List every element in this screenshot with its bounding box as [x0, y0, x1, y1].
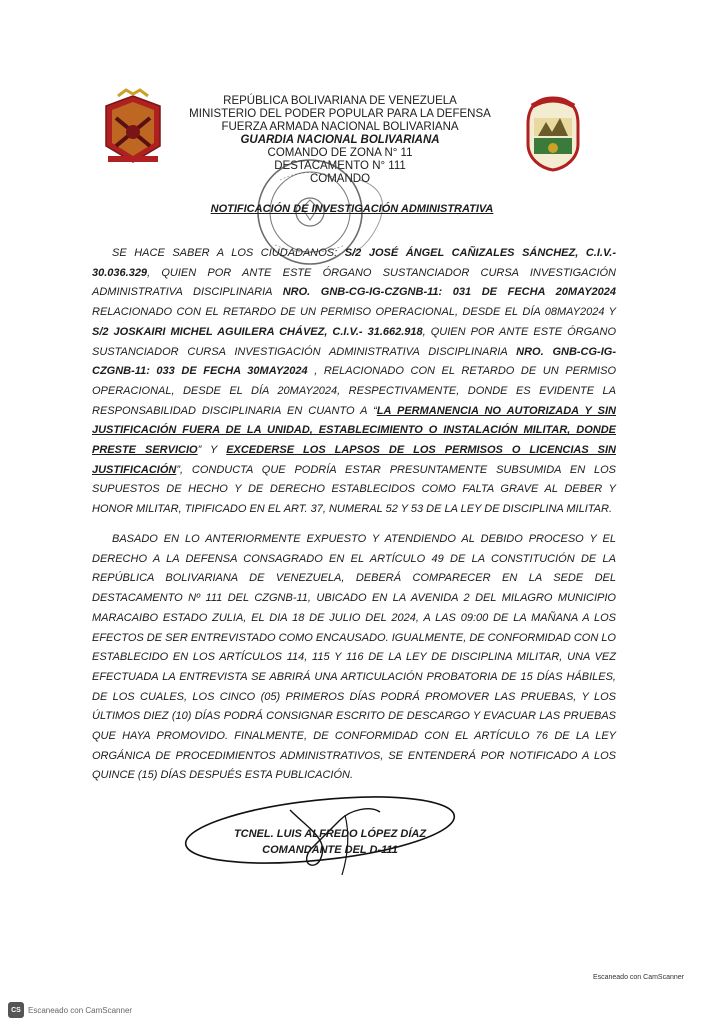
header-guardia: GUARDIA NACIONAL BOLIVARIANA — [240, 134, 440, 146]
header-ministry: MINISTERIO DEL PODER POPULAR PARA LA DEFENSA — [189, 108, 491, 120]
text-segment: , QUIEN POR ANTE ESTE ÓRGANO SUSTANCIADOR CURSA INVESTIGACIÓN ADMINISTRATIVA DISCIPLINARIA — [92, 325, 616, 358]
header-armed-forces: FUERZA ARMADA NACIONAL BOLIVARIANA — [221, 121, 459, 133]
text-segment: RELACIONADO CON EL RETARDO DE UN PERMISO OPERACIONAL, DESDE EL DÍA 08MAY2024 Y — [92, 306, 616, 319]
header-detachment: DESTACAMENTO N° 111 — [274, 160, 406, 172]
summons-paragraph — [92, 530, 616, 786]
scanner-watermark: Escaneado con CamScanner — [592, 974, 684, 981]
camscanner-icon: CS — [8, 1002, 24, 1018]
charge-exceeding-leave: EXCEDERSE LOS LAPSOS DE LOS PERMISOS O LICENCIAS SIN JUSTIFICACIÓN — [92, 444, 616, 476]
signer-role: COMANDANTE DEL D-111 — [262, 844, 398, 856]
case-number-033: NRO. GNB-CG-IG-CZGNB-11: 033 DE FECHA 30MAY2024 — [92, 345, 616, 378]
text-segment: ”, CONDUCTA QUE PODRÍA ESTAR PRESUNTAMENTE SUBSUMIDA EN LOS SUPUESTOS DE HECHO Y DE DERECHO ESTABLECIDOS COMO FALTA GRAVE AL DEBER Y HONOR MILITAR, TIPIFICADO EN EL ART. 37, NUMERAL 52 Y 53 DE LA LEY DE DISCIPLINA MILITAR. — [92, 463, 616, 516]
guardia-nacional-crest-logo — [98, 88, 168, 168]
signer-block — [200, 826, 460, 858]
summons-text: BASADO EN LO ANTERIORMENTE EXPUESTO Y ATENDIENDO AL DEBIDO PROCESO Y EL DERECHO A LA DEFENSA CONSAGRADO EN EL ARTÍCULO 49 DE LA CONSTITUCIÓN DE LA REPÚBLICA BOLIVARIANA DE VENEZUELA, DEBERÁ COMPARECER EN LA SEDE DEL DESTACAMENTO Nº 111 DEL CZGNB-11, UBICADO EN LA AVENIDA 2 DEL MILAGRO MUNICIPIO MARACAIBO ESTADO ZULIA, EL DIA 18 DE JULIO DEL 2024, A LAS 09:00 DE LA MAÑANA A LOS EFECTOS DE SER ENTREVISTADO COMO ENCAUSADO. IGUALMENTE, DE CONFORMIDAD CON LO ESTABLECIDO EN LOS ARTÍCULOS 114, 115 Y 116 DE LA LEY DE DISCIPLINA MILITAR, UNA VEZ EFECTUADA LA ENTREVISTA SE ABRIRÁ UNA ARTICULACIÓN PROBATORIA DE 15 DÍAS HÁBILES, DE LOS CUALES, LOS CINCO (05) PRIMEROS DÍAS PODRÁ PROMOVER LAS PRUEBAS, Y LOS ÚLTIMOS DIEZ (10) DÍAS PODRÁ CONSIGNAR ESCRITO DE DESCARGO Y EVACUAR LAS PRUEBAS QUE HAYA PROMOVIDO. FINALMENTE, DE CONFORMIDAD CON EL ARTÍCULO 76 DE LA LEY ORGÁNICA DE PROCEDIMIENTOS ADMINISTRATIVOS, SE ENTENDERÁ POR NOTIFICADO A LOS QUINCE (15) DÍAS DESPUÉS ESTA PUBLICACIÓN. — [92, 533, 616, 782]
text-segment: , QUIEN POR ANTE ESTE ÓRGANO SUSTANCIADOR CURSA INVESTIGACIÓN ADMINISTRATIVA DISCIPLINARIA — [92, 266, 616, 299]
document-title: NOTIFICACIÓN DE INVESTIGACIÓN ADMINISTRATIVA — [210, 203, 494, 215]
notification-paragraph — [92, 244, 616, 520]
scanner-footer-text: Escaneado con CamScanner — [28, 1005, 133, 1015]
case-number-031: NRO. GNB-CG-IG-CZGNB-11: 031 DE FECHA 20MAY2024 — [282, 286, 617, 299]
citizen-2-identity: S/2 JOSKAIRI MICHEL AGUILERA CHÁVEZ, C.I.V.- 31.662.918 — [92, 325, 423, 338]
signer-name: TCNEL. LUIS ALFREDO LÓPEZ DÍAZ — [233, 828, 427, 840]
citizen-1-identity: S/2 JOSÉ ÁNGEL CAÑIZALES SÁNCHEZ, C.I.V.- 30.036.329 — [92, 247, 616, 279]
header-republic: REPÚBLICA BOLIVARIANA DE VENEZUELA — [223, 95, 457, 107]
scanner-footer — [8, 1002, 132, 1018]
header-zone-command: COMANDO DE ZONA N° 11 — [267, 147, 413, 159]
charge-unauthorized-absence: LA PERMANENCIA NO AUTORIZADA Y SIN JUSTIFICACIÓN FUERA DE LA UNIDAD, ESTABLECIMIENTO O INSTALACIÓN MILITAR, DONDE PRESTE SERVICIO — [92, 404, 616, 457]
text-segment: ” Y — [197, 444, 227, 457]
text-segment: SE HACE SABER A LOS CIUDADANOS: — [112, 247, 345, 259]
destacamento-shield-logo — [522, 92, 584, 172]
header-command: COMANDO — [309, 173, 371, 185]
text-segment: , RELACIONADO CON EL RETARDO DE UN PERMISO OPERACIONAL, DESDE EL DÍA 20MAY2024, RESPECTIVAMENTE, DONDE ES EVIDENTE LA RESPONSABILIDAD DISCIPLINARIA EN CUANTO A “ — [92, 365, 616, 417]
